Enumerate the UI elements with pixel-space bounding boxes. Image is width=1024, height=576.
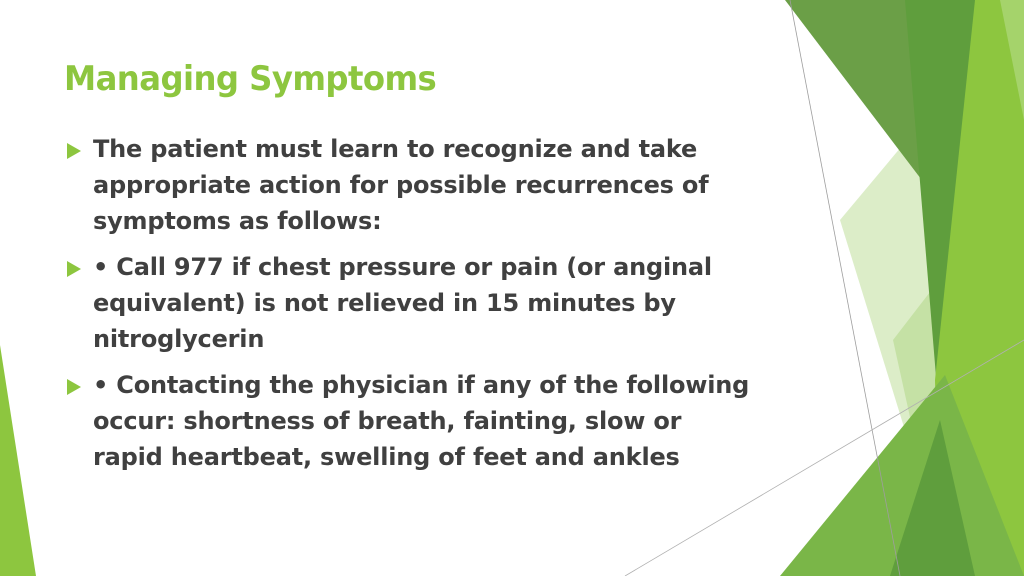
left-edge-shape xyxy=(0,345,36,576)
triangle-right-icon xyxy=(67,261,81,277)
bullet-item xyxy=(64,131,754,239)
bullet-item xyxy=(64,249,754,357)
bullet-list xyxy=(64,131,754,485)
slide-title: Managing Symptoms xyxy=(64,59,437,99)
triangle-right-icon xyxy=(67,143,81,159)
bullet-text: The patient must learn to recognize and take appropriate action for possible recurrences of symptoms as follows: xyxy=(93,135,709,235)
bullet-text: • Call 977 if chest pressure or pain (or anginal equivalent) is not relieved in 15 minutes by nitroglycerin xyxy=(93,253,712,353)
triangle-right-icon xyxy=(67,379,81,395)
bullet-item xyxy=(64,367,754,475)
bullet-text: • Contacting the physician if any of the following occur: shortness of breath, fainting, slow or rapid heartbeat, swelling of feet and ankles xyxy=(93,371,750,471)
